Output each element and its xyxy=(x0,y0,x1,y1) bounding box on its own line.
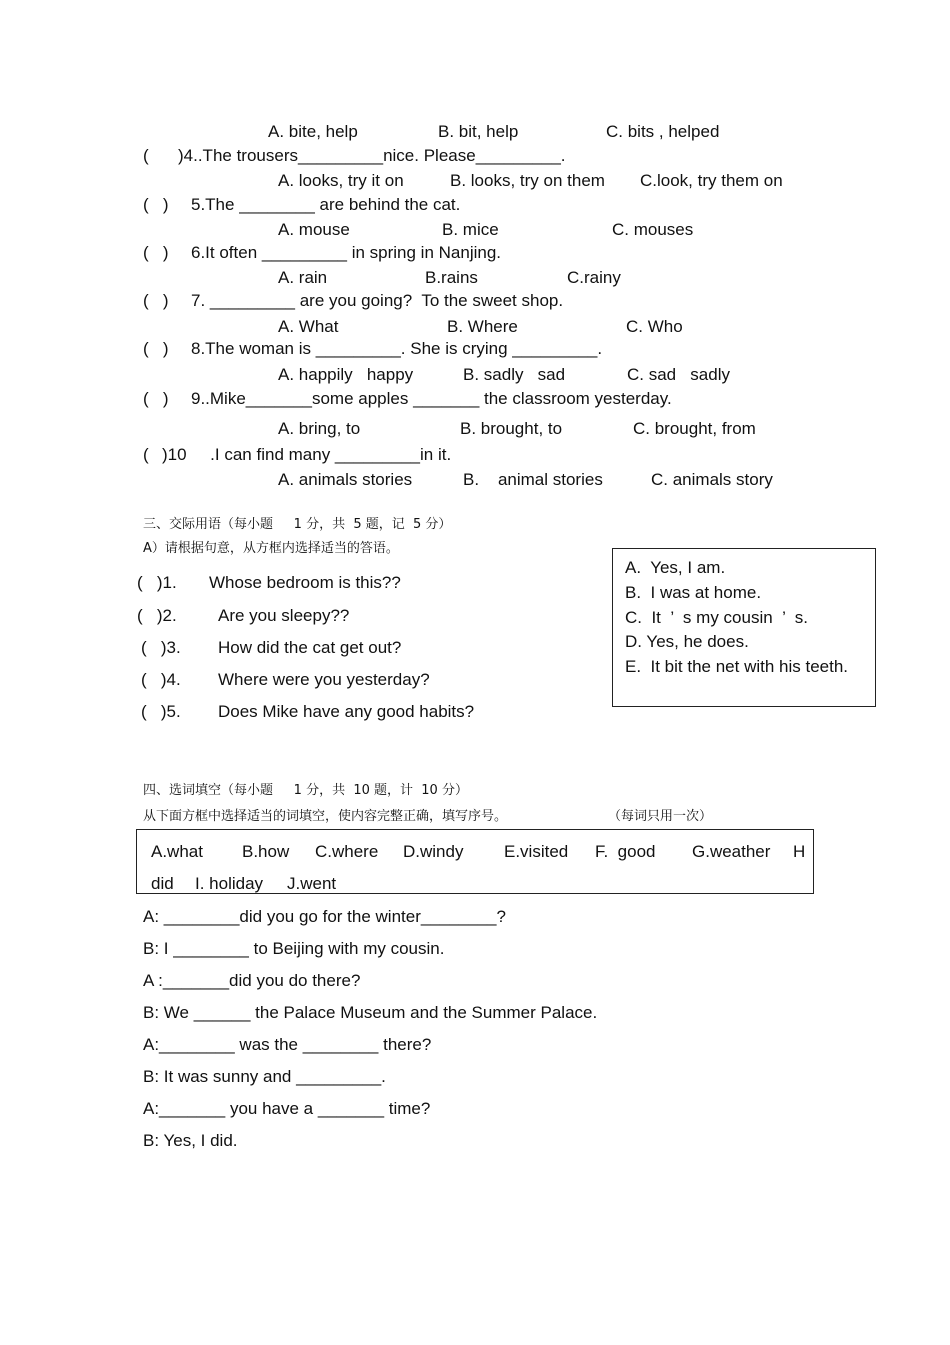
s3-q1-number: ( )1. xyxy=(137,573,177,592)
q3-option-b: B. bit, help xyxy=(438,122,519,141)
q6-option-c: C.rainy xyxy=(567,268,621,287)
word-h: H xyxy=(793,842,806,861)
answer-d: D. Yes, he does. xyxy=(625,632,749,651)
q5-question: 5.The ________ are behind the cat. xyxy=(191,195,461,214)
q6-paren: ( ) xyxy=(143,243,169,262)
dialogue-line-4: B: We ______ the Palace Museum and the Summer Palace. xyxy=(143,1003,598,1022)
q7-option-a: A. What xyxy=(278,317,339,336)
q4-option-b: B. looks, try on them xyxy=(450,171,605,190)
q10-question: )10 .I can find many _________in it. xyxy=(162,445,452,464)
q7-question: 7. _________ are you going? To the sweet shop. xyxy=(191,291,564,310)
word-i: I. holiday xyxy=(195,874,264,893)
q9-question: 9..Mike_______some apples _______ the classroom yesterday. xyxy=(191,389,672,408)
q5-paren: ( ) xyxy=(143,195,169,214)
s3-q1-text: Whose bedroom is this?? xyxy=(209,573,401,592)
q10-option-c: C. animals story xyxy=(651,470,773,489)
q5-option-c: C. mouses xyxy=(612,220,694,239)
answer-e: E. It bit the net with his teeth. xyxy=(625,657,849,676)
q8-question: 8.The woman is _________. She is crying _________. xyxy=(191,339,603,358)
dialogue-line-3: A :_______did you do there? xyxy=(143,971,361,990)
dialogue-line-6: B: It was sunny and _________. xyxy=(143,1067,386,1086)
word-j: J.went xyxy=(287,874,337,893)
q8-option-c: C. sad sadly xyxy=(627,365,730,384)
q10-paren: ( xyxy=(143,445,149,464)
dialogue-line-1: A: ________did you go for the winter________? xyxy=(143,907,506,926)
dialogue-line-2: B: I ________ to Beijing with my cousin. xyxy=(143,939,445,958)
word-e: E.visited xyxy=(504,842,569,861)
word-f: F. good xyxy=(595,842,656,861)
q3-option-a: A. bite, help xyxy=(268,122,358,141)
word-a: A.what xyxy=(151,842,203,861)
q5-option-b: B. mice xyxy=(442,220,499,239)
q7-option-c: C. Who xyxy=(626,317,683,336)
section3-instruction: A）请根据句意，从方框内选择适当的答语。 xyxy=(143,541,399,556)
q7-paren: ( ) xyxy=(143,291,169,310)
word-h-continued: did xyxy=(151,874,174,893)
word-c: C.where xyxy=(315,842,379,861)
s3-q3-number: ( )3. xyxy=(141,638,181,657)
s3-q4-text: Where were you yesterday? xyxy=(218,670,430,689)
s3-q3-text: How did the cat get out? xyxy=(218,638,402,657)
q10-option-a: A. animals stories xyxy=(278,470,413,489)
q4-option-c: C.look, try them on xyxy=(640,171,783,190)
q7-option-b: B. Where xyxy=(447,317,518,336)
q3-option-c: C. bits , helped xyxy=(606,122,720,141)
answer-c: C. It ’ s my cousin ’ s. xyxy=(625,608,808,627)
q8-option-a: A. happily happy xyxy=(278,365,414,384)
dialogue-line-7: A:_______ you have a _______ time? xyxy=(143,1099,431,1118)
q9-option-c: C. brought, from xyxy=(633,419,756,438)
s3-q4-number: ( )4. xyxy=(141,670,181,689)
s3-q2-text: Are you sleepy?? xyxy=(218,606,350,625)
word-g: G.weather xyxy=(692,842,771,861)
q6-question: 6.It often _________ in spring in Nanjing. xyxy=(191,243,502,262)
s3-q5-text: Does Mike have any good habits? xyxy=(218,702,475,721)
section4-note: （每词只用一次） xyxy=(608,809,713,824)
word-d: D.windy xyxy=(403,842,464,861)
q6-option-b: B.rains xyxy=(425,268,478,287)
answer-a: A. Yes, I am. xyxy=(625,558,726,577)
q4-paren: ( xyxy=(143,146,149,165)
q6-option-a: A. rain xyxy=(278,268,328,287)
dialogue-line-8: B: Yes, I did. xyxy=(143,1131,238,1150)
dialogue-line-5: A:________ was the ________ there? xyxy=(143,1035,432,1054)
section4-heading: 四、选词填空（每小题 1 分，共 10 题，计 10 分） xyxy=(143,783,468,798)
section3-heading: 三、交际用语（每小题 1 分，共 5 题，记 5 分） xyxy=(143,517,452,532)
q4-question: )4..The trousers_________nice. Please_________. xyxy=(178,146,566,165)
q10-option-b: B. animal stories xyxy=(463,470,603,489)
q9-option-a: A. bring, to xyxy=(278,419,361,438)
q4-option-a: A. looks, try it on xyxy=(278,171,404,190)
q8-paren: ( ) xyxy=(143,339,169,358)
q9-option-b: B. brought, to xyxy=(460,419,563,438)
section4-instruction: 从下面方框中选择适当的词填空，使内容完整正确，填写序号。 xyxy=(143,809,508,824)
word-b: B.how xyxy=(242,842,290,861)
s3-q5-number: ( )5. xyxy=(141,702,181,721)
s3-q2-number: ( )2. xyxy=(137,606,177,625)
q5-option-a: A. mouse xyxy=(278,220,350,239)
answer-b: B. I was at home. xyxy=(625,583,762,602)
q8-option-b: B. sadly sad xyxy=(463,365,566,384)
q9-paren: ( ) xyxy=(143,389,169,408)
